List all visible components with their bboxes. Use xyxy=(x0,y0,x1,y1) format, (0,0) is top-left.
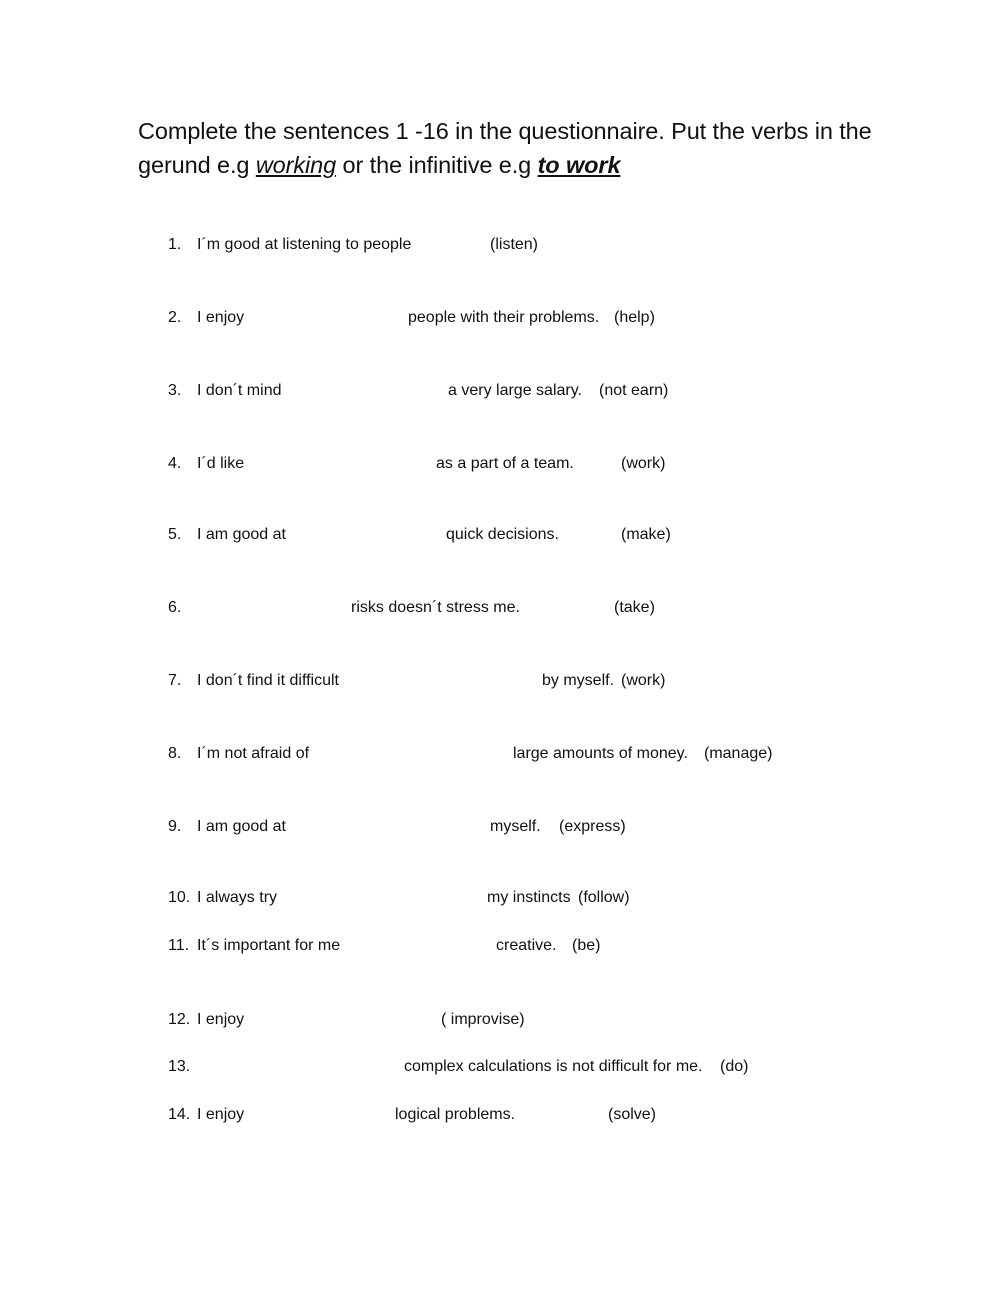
item-rest-text: myself. xyxy=(490,818,541,835)
item-lead-text: I enjoy xyxy=(197,1011,245,1028)
item-verb-hint: (help) xyxy=(614,309,655,326)
item-lead-text: I always try xyxy=(197,889,278,906)
item-rest-text: risks doesn´t stress me. xyxy=(351,599,520,616)
item-rest-text: as a part of a team. xyxy=(436,455,574,472)
item-lead-text: I am good at xyxy=(197,818,286,835)
exercise-item-9 xyxy=(0,815,1000,839)
exercise-item-7 xyxy=(0,669,1000,693)
instructions-text-middle: or the infinitive e.g xyxy=(336,152,538,178)
item-number: 8. xyxy=(168,745,182,762)
item-number: 13. xyxy=(168,1058,191,1075)
item-number: 1. xyxy=(168,236,182,253)
item-rest-text: large amounts of money. xyxy=(513,745,688,762)
exercise-item-11 xyxy=(0,934,1000,958)
exercise-item-8 xyxy=(0,742,1000,766)
exercise-item-13 xyxy=(0,1055,1000,1079)
item-lead-text: I don´t find it difficult xyxy=(197,672,339,689)
item-number: 5. xyxy=(168,526,182,543)
item-lead-text: I enjoy xyxy=(197,1106,245,1123)
item-verb-hint: (express) xyxy=(559,818,626,835)
item-verb-hint: (follow) xyxy=(578,889,630,906)
item-lead-text: I´m not afraid of xyxy=(197,745,310,762)
item-rest-text: logical problems. xyxy=(395,1106,516,1123)
item-rest-text: a very large salary. xyxy=(448,382,582,399)
item-verb-hint: (listen) xyxy=(490,236,539,253)
item-number: 4. xyxy=(168,455,182,472)
item-lead-text: I don´t mind xyxy=(197,382,282,399)
infinitive-example: to work xyxy=(537,152,621,178)
item-lead-text: I enjoy xyxy=(197,309,245,326)
exercise-item-5 xyxy=(0,523,1000,547)
item-verb-hint: (work) xyxy=(621,672,666,689)
instructions-heading xyxy=(138,114,898,182)
item-number: 11. xyxy=(168,937,190,954)
item-number: 2. xyxy=(168,309,182,326)
exercise-item-12 xyxy=(0,1008,1000,1032)
exercise-item-4 xyxy=(0,452,1000,476)
item-rest-text: people with their problems. xyxy=(408,309,600,326)
item-verb-hint: (manage) xyxy=(704,745,773,762)
instructions-text-before: Complete the sentences 1 -16 in the questionnaire. Put the verbs in the gerund e.g xyxy=(138,118,872,178)
exercise-item-3 xyxy=(0,379,1000,403)
item-rest-text: quick decisions. xyxy=(446,526,559,543)
item-verb-hint: (work) xyxy=(621,455,666,472)
item-rest-text: complex calculations is not difficult for me. xyxy=(404,1058,703,1075)
item-verb-hint: (make) xyxy=(621,526,671,543)
item-number: 14. xyxy=(168,1106,191,1123)
exercise-item-6 xyxy=(0,596,1000,620)
gerund-example: working xyxy=(255,152,337,178)
exercise-item-14 xyxy=(0,1103,1000,1127)
item-rest-text: by myself. xyxy=(542,672,615,689)
item-verb-hint: ( improvise) xyxy=(441,1011,525,1028)
item-number: 6. xyxy=(168,599,182,616)
item-number: 7. xyxy=(168,672,182,689)
item-lead-text: It´s important for me xyxy=(197,937,341,954)
item-verb-hint: (be) xyxy=(572,937,601,954)
item-lead-text: I´d like xyxy=(197,455,245,472)
exercise-item-2 xyxy=(0,306,1000,330)
item-lead-text: I am good at xyxy=(197,526,286,543)
item-number: 10. xyxy=(168,889,191,906)
item-verb-hint: (not earn) xyxy=(599,382,669,399)
exercise-item-1 xyxy=(0,233,1000,257)
item-lead-text: I´m good at listening to people xyxy=(197,236,412,253)
item-rest-text: creative. xyxy=(496,937,557,954)
item-verb-hint: (do) xyxy=(720,1058,749,1075)
item-number: 12. xyxy=(168,1011,191,1028)
item-rest-text: my instincts xyxy=(487,889,571,906)
item-number: 9. xyxy=(168,818,182,835)
item-verb-hint: (solve) xyxy=(608,1106,657,1123)
item-verb-hint: (take) xyxy=(614,599,655,616)
exercise-item-10 xyxy=(0,886,1000,910)
item-number: 3. xyxy=(168,382,182,399)
